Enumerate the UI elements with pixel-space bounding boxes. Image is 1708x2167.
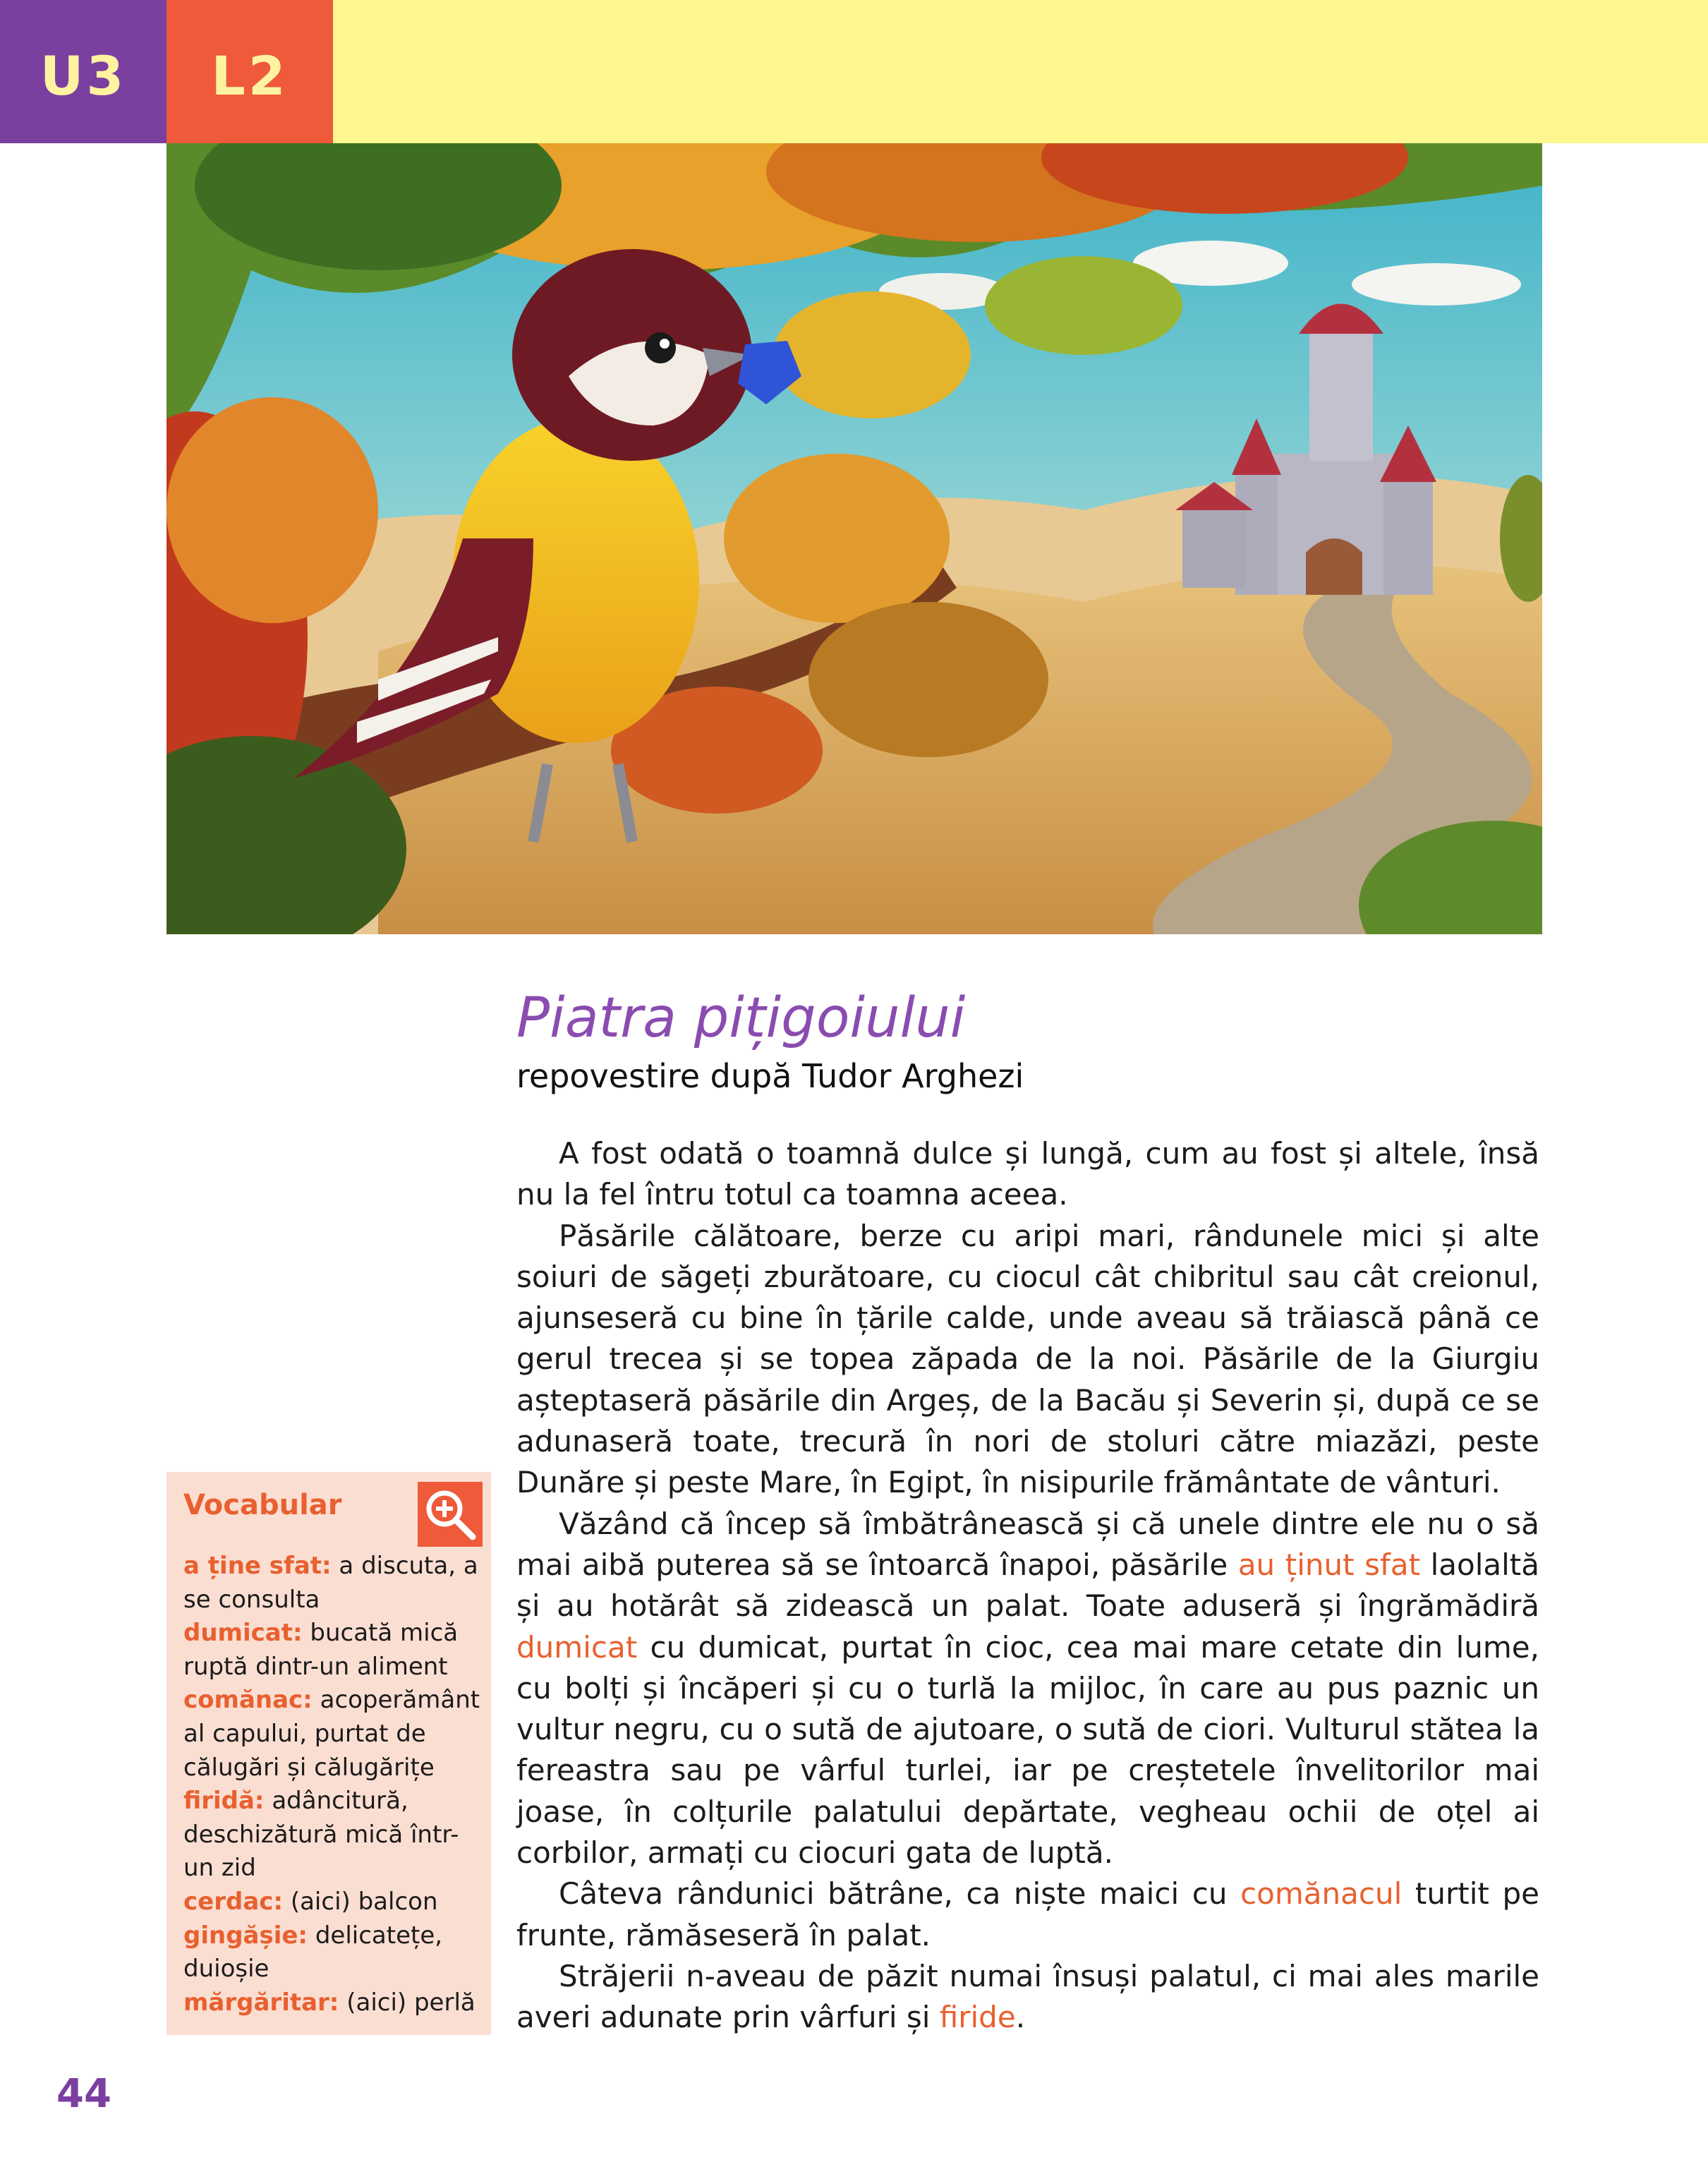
text-run: . xyxy=(1015,2000,1026,2035)
vocab-definition: acoperământ al capului, purtat de călugări și călugărițe xyxy=(183,1686,480,1782)
vocab-term: dumicat: xyxy=(183,1619,303,1648)
text-run: Câteva rândunici bătrâne, ca niște maici cu xyxy=(559,1876,1241,1912)
vocab-definition: (aici) balcon xyxy=(283,1887,438,1916)
page-number: 44 xyxy=(56,2071,111,2117)
vocabulary-title: Vocabular xyxy=(183,1489,342,1521)
story-title: Piatra pițigoiului xyxy=(516,986,966,1050)
vocab-term-highlight: au ținut sfat xyxy=(1237,1547,1421,1582)
vocab-term: firidă: xyxy=(183,1787,265,1816)
vocab-entry xyxy=(183,1885,487,1919)
text-run: laolaltă și au hotărât să zidească un palat. Toate aduseră și îngrămădiră xyxy=(516,1547,1540,1624)
paragraph xyxy=(516,1873,1539,1956)
story-subtitle: repovestire după Tudor Arghezi xyxy=(516,1057,1024,1095)
vocab-definition: a discuta, a se consulta xyxy=(183,1552,478,1614)
text-run: Străjerii n-aveau de păzit numai însuși palatul, ci mai ales marile averi adunate prin vârfuri și xyxy=(516,1958,1539,2035)
vocab-term-highlight: comănacul xyxy=(1240,1876,1403,1912)
vocab-term: comănac: xyxy=(183,1686,313,1715)
paragraph xyxy=(516,1956,1539,2039)
text-run: Văzând că încep să îmbătrânească și că unele dintre ele nu o să mai aibă puterea să se întoarcă înapoi, păsările xyxy=(516,1506,1539,1582)
lesson-label: L2 xyxy=(211,44,289,107)
text-run: turtit pe frunte, rămăseseră în palat. xyxy=(516,1876,1539,1952)
paragraph: Păsările călătoare, berze cu aripi mari, rândunele mici și alte soiuri de săgeți zburătoare, cu ciocul cât chibritul sau cât creionul, ajunseseră cu bine în țările calde, unde aveau să trăiască până ce gerul trecea și se topea zăpada de la noi. Păsările de la Giurgiu așteptaseră păsările din Argeș, de la Bacău și Severin și, după ce se adunaseră toate, trecură în nori de stoluri către miazăzi, peste Dunăre și peste Mare, în Egipt, în nisipurile frământate de vânturi. xyxy=(516,1218,1539,1500)
vocab-entry xyxy=(183,1919,487,1986)
vocab-term: mărgăritar: xyxy=(183,1988,339,2017)
vocab-definition: delicatețe, duioșie xyxy=(183,1921,443,1984)
paragraph xyxy=(516,1504,1539,1874)
unit-label: U3 xyxy=(40,44,127,107)
text-run: cu dumicat, purtat în cioc, cea mai mare cetate din lume, cu bolți și încăperi și cu o turlă la mijloc, în care au pus paznic un vultur negru, cu o sută de ajutoare, o sută de ciori. Vulturul stătea la fereastra sau pe vârful turlei, iar pe creștetele învelitorilor mai joase, în colțurile palatului depărtate, vegheau ochii de oțel ai corbilor, armați cu ciocuri gata de luptă. xyxy=(516,1629,1539,1871)
vocab-entry xyxy=(183,1684,487,1785)
vocab-entry xyxy=(183,1617,487,1684)
vocab-term: gingășie: xyxy=(183,1921,308,1950)
vocab-entry xyxy=(183,1785,487,1885)
paragraph: A fost odată o toamnă dulce și lungă, cum au fost și altele, însă nu la fel întru totul ca toamna aceea. xyxy=(516,1136,1539,1212)
vocab-definition: (aici) perlă xyxy=(339,1988,476,2017)
vocab-term-highlight: dumicat xyxy=(516,1629,638,1665)
zoom-in-icon xyxy=(418,1482,483,1547)
vocab-definition: bucată mică ruptă dintr-un aliment xyxy=(183,1619,459,1681)
vocab-term-highlight: firide xyxy=(939,2000,1016,2035)
header-bar xyxy=(333,0,1708,143)
story-text xyxy=(516,1133,1539,2039)
vocab-definition: adâncitură, deschizătură mică într-un zid xyxy=(183,1787,459,1883)
story-illustration xyxy=(166,143,1542,934)
vocab-entry xyxy=(183,1550,487,1617)
vocab-term: cerdac: xyxy=(183,1887,284,1916)
vocab-term: a ține sfat: xyxy=(183,1552,332,1580)
vocab-entry xyxy=(183,1986,487,2020)
vocabulary-box xyxy=(166,1472,491,2035)
vocabulary-list xyxy=(183,1550,487,2020)
